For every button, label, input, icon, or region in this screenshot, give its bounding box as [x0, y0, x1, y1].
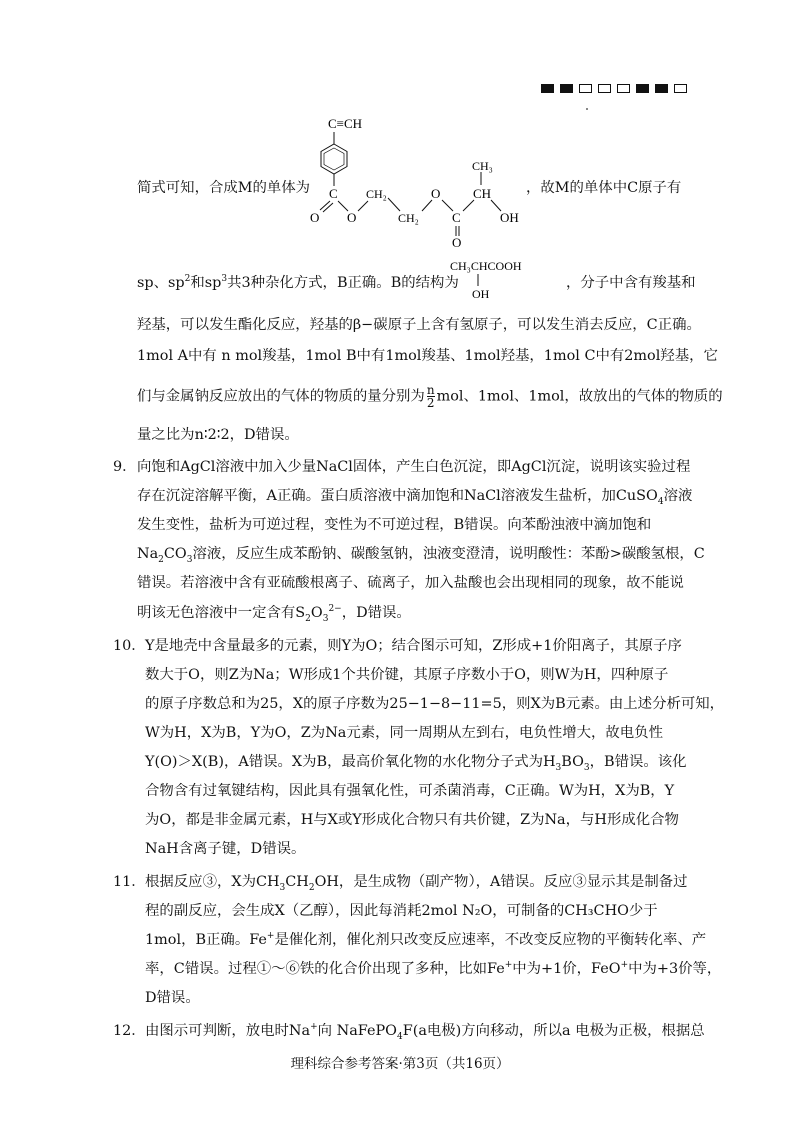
ch2-a: CH₂	[366, 187, 387, 201]
b-structure-top: CH₃CHCOOH	[450, 259, 522, 273]
q10-line-3: 的原子序数总和为25，X的原子序数为25−1−8−11=5，则X为B元素。由上述分析可知，	[145, 696, 725, 712]
carbonyl-oxygen-2: O	[452, 235, 462, 248]
p8-line-2-tail: ，分子中含有羧基和	[566, 275, 696, 291]
q11-line-5: D错误。	[145, 990, 200, 1006]
p8-line-6: 量之比为n∶2∶2，D错误。	[137, 427, 299, 443]
header-mark	[617, 84, 630, 93]
ester-oxygen-2: O	[431, 186, 441, 201]
q10-line-7: 为O，都是非金属元素，H与X或Y形成化合物只有共价键，Z为Na，与H形成化合物	[145, 812, 679, 828]
q10-line-2: 数大于O，则Z为Na；W形成1个共价键，其原子序数小于O，则W为H，四种原子	[145, 667, 669, 683]
header-mark	[655, 84, 668, 93]
q9-line-1: 向饱和AgCl溶液中加入少量NaCl固体，产生白色沉淀，即AgCl沉淀，说明该实验过程	[137, 459, 691, 475]
q9-line-2: 存在沉淀溶解平衡，A正确。蛋白质溶液中滴加饱和NaCl溶液发生盐析，加CuSO$_4$溶液	[137, 488, 693, 507]
oh-label: OH	[500, 210, 519, 225]
q10-line-6: 合物含有过氧键结构，因此具有强氧化性，可杀菌消毒，C正确。W为H，X为B，Y	[145, 783, 675, 799]
q9-line-4: $Na_2CO_3$溶液，反应生成苯酚钠、碳酸氢钠，浊液变澄清，说明酸性：苯酚>碳酸氢根，C	[137, 546, 705, 565]
p8-line-3: 羟基，可以发生酯化反应，羟基的β−碳原子上含有氢原子，可以发生消去反应，C正确。	[137, 317, 701, 333]
p8-line-2: sp、$sp^2$和$sp^3$共3种杂化方式，B正确。B的结构为	[137, 274, 459, 291]
p8-line-5: 们与金属钠反应放出的气体的物质的量分别为 $\frac{n}{2}$ mol、1mol、1mol，故放出的气体的物质的	[137, 383, 723, 410]
header-mark	[579, 84, 592, 93]
alkyne-label: C≡CH	[328, 116, 363, 131]
q10-line-8: NaH含离子键，D错误。	[145, 841, 306, 857]
p8-line-1-tail: ，故M的单体中C原子有	[526, 180, 682, 196]
m-monomer-structure	[300, 108, 540, 248]
q12-line-1: 由图示可判断，放电时Na+向 NaFePO$_4$F(a电极)方向移动，所以a 电极为正极，根据总	[145, 1022, 705, 1042]
speck	[586, 108, 588, 110]
carbonyl-oxygen-1: O	[310, 210, 320, 225]
q10-line-5: Y(O)＞X(B)，A错误。X为B，最高价氧化物的水化物分子式为$H_3BO_3$，B错误。该化	[145, 754, 687, 773]
q11-line-1: 根据反应③，X为$CH_3CH_2OH$，是生成物（副产物），A错误。反应③显示其是制备过	[145, 874, 688, 893]
header-marks	[541, 84, 687, 93]
q11-line-3: 1mol，B正确。Fe+是催化剂，催化剂只改变反应速率，不改变反应物的平衡转化率、产	[145, 931, 707, 948]
ch-label: CH	[473, 186, 492, 201]
ch2-b: CH₂	[398, 211, 419, 225]
carbonyl-carbon-1: C	[329, 186, 338, 201]
b-structure-bottom: OH	[472, 287, 490, 301]
q11-line-4: 率，C错误。过程①～⑥铁的化合价出现了多种，比如Fe+中为+1价，FeO+中为+3价等，	[145, 960, 722, 977]
carbonyl-carbon-2: C	[452, 210, 461, 225]
q10-number: 10．	[113, 638, 146, 654]
q9-number: 9．	[113, 459, 137, 475]
q9-line-3: 发生变性，盐析为可逆过程，变性为不可逆过程，B错误。向苯酚浊液中滴加饱和	[137, 517, 652, 533]
q10-line-4: W为H，X为B，Y为O，Z为Na元素，同一周期从左到右，电负性增大，故电负性	[145, 725, 663, 741]
header-mark	[560, 84, 573, 93]
header-mark	[541, 84, 554, 93]
q9-line-5: 错误。若溶液中含有亚硫酸根离子、硫离子，加入盐酸也会出现相同的现象，故不能说	[137, 575, 684, 591]
p8-line-1: 简式可知，合成M的单体为	[137, 180, 311, 196]
b-structure	[450, 256, 540, 302]
header-mark	[674, 84, 687, 93]
q11-line-2: 程的副反应，会生成X（乙醇），因此每消耗2mol N₂O，可制备的CH₃CHO少于	[145, 903, 658, 919]
q11-number: 11．	[113, 874, 146, 890]
ester-oxygen-1: O	[347, 210, 357, 225]
header-mark	[598, 84, 611, 93]
header-mark	[636, 84, 649, 93]
p8-line-4: 1mol A中有 n mol羧基，1mol B中有1mol羧基、1mol羟基，1mol C中有2mol羟基，它	[137, 348, 718, 364]
fraction-n-over-2: $\frac{n}{2}$	[426, 383, 435, 410]
q10-line-1: Y是地壳中含量最多的元素，则Y为O；结合图示可知，Z形成+1价阳离子，其原子序	[145, 638, 682, 654]
q12-number: 12．	[113, 1023, 146, 1039]
page-footer: 理科综合参考答案·第3页（共16页）	[290, 1056, 510, 1072]
q9-line-6: 明该无色溶液中一定含有$S_2O_3^{2-}$，D错误。	[137, 604, 411, 624]
ch3-label: CH₃	[472, 159, 493, 173]
